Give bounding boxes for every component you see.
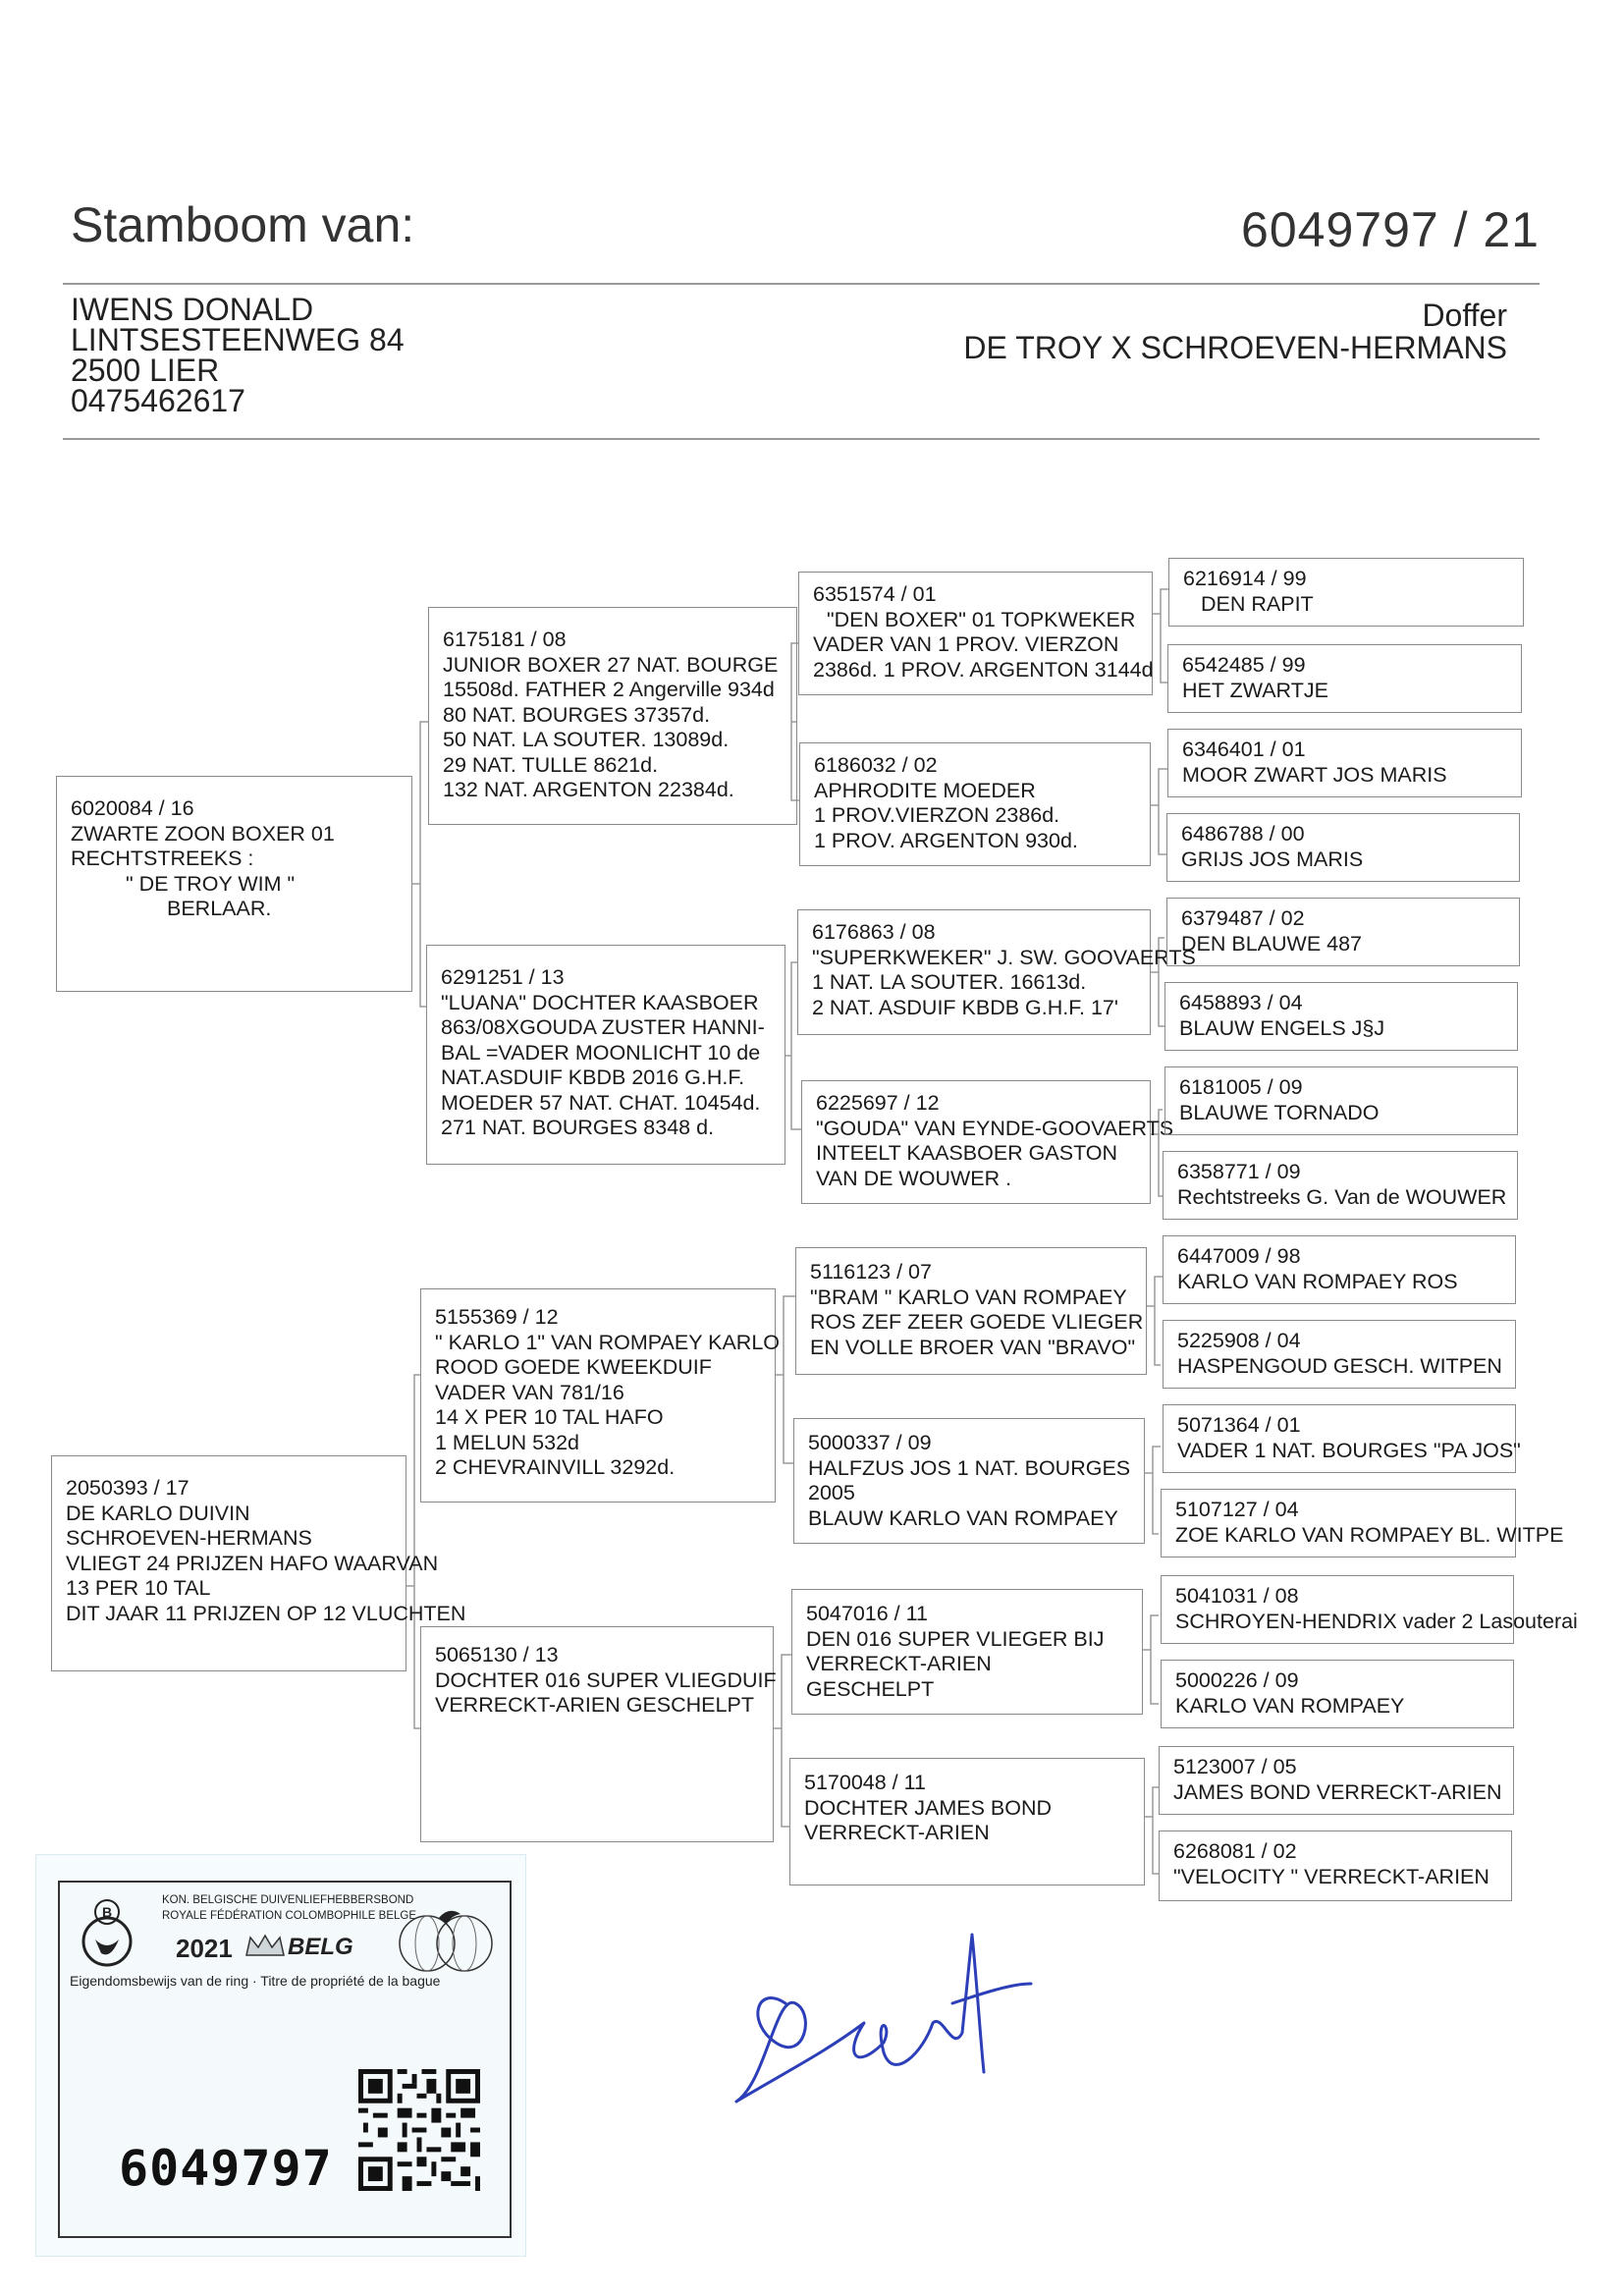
gen2-line: NAT.ASDUIF KBDB 2016 G.H.F.: [441, 1066, 745, 1089]
mother-line: DE KARLO DUIVIN: [66, 1501, 250, 1525]
gen4-box: [1166, 813, 1520, 882]
gen4-box: [1163, 1320, 1516, 1389]
page-title: Stamboom van:: [71, 197, 415, 252]
gen2-line: 271 NAT. BOURGES 8348 d.: [441, 1116, 715, 1139]
gen3-line: VAN DE WOUWER .: [816, 1166, 1012, 1190]
gen3-line: "BRAM " KARLO VAN ROMPAEY: [810, 1284, 1127, 1309]
gen4-line: GRIJS JOS MARIS: [1181, 847, 1364, 871]
gen3-ring: 5000337 / 09: [808, 1431, 932, 1454]
gen4-line: KARLO VAN ROMPAEY: [1175, 1693, 1405, 1718]
father-box: [56, 776, 412, 992]
gen4-ring: 5107127 / 04: [1175, 1498, 1299, 1521]
certificate-subtitle: Eigendomsbewijs van de ring · Titre de propriété de la bague: [70, 1973, 441, 1989]
gen4-ring: 6216914 / 99: [1183, 567, 1307, 590]
father-ring: 6020084 / 16: [71, 796, 194, 820]
gen2-line: 80 NAT. BOURGES 37357d.: [443, 702, 711, 727]
gen2-line: 29 NAT. TULLE 8621d.: [443, 752, 659, 777]
gen4-line: MOOR ZWART JOS MARIS: [1182, 762, 1447, 787]
certificate-org-fr: ROYALE FÉDÉRATION COLOMBOPHILE BELGE: [162, 1910, 417, 1922]
mother-line: SCHROEVEN-HERMANS: [66, 1526, 312, 1550]
certificate-country: BELG: [288, 1934, 353, 1960]
gen3-line: "GOUDA" VAN EYNDE-GOOVAERTS: [816, 1116, 1174, 1140]
gen3-ring: 6225697 / 12: [816, 1091, 940, 1115]
gen3-ring: 5116123 / 07: [810, 1260, 932, 1284]
kbdb-logo-icon: [72, 1890, 154, 1973]
gen4-line: SCHROYEN-HENDRIX vader 2 Lasouterai: [1175, 1609, 1578, 1633]
gen2-line: DOCHTER 016 SUPER VLIEGDUIF: [435, 1667, 777, 1692]
gen4-box: [1167, 729, 1522, 797]
gen2-box-3: [420, 1288, 781, 1503]
gen4-box: [1161, 1660, 1514, 1728]
gen3-line: DOCHTER JAMES BOND: [804, 1795, 1053, 1820]
gen4-box: [1164, 982, 1518, 1051]
gen2-line: 1 MELUN 532d: [435, 1430, 579, 1454]
father-line: RECHTSTREEKS :: [71, 847, 254, 870]
gen3-line: 2 NAT. ASDUIF KBDB G.H.F. 17': [812, 995, 1118, 1019]
gen4-line: VADER 1 NAT. BOURGES "PA JOS": [1177, 1438, 1521, 1462]
mother-box: [51, 1455, 466, 1671]
gen3-ring: 5170048 / 11: [804, 1771, 926, 1794]
mother-ring: 2050393 / 17: [66, 1476, 189, 1500]
gen2-line: VERRECKT-ARIEN GESCHELPT: [435, 1693, 754, 1717]
qr-code-icon: [358, 2069, 480, 2191]
gen4-ring: 6268081 / 02: [1173, 1839, 1297, 1863]
gen4-line: "VELOCITY " VERRECKT-ARIEN: [1173, 1864, 1489, 1888]
ring-number: 6049797 / 21: [1241, 202, 1540, 257]
gen3-box-4: [801, 1080, 1174, 1204]
gen4-line: JAMES BOND VERRECKT-ARIEN: [1173, 1779, 1502, 1804]
gen2-line: "LUANA" DOCHTER KAASBOER: [441, 990, 759, 1014]
mother-line: VLIEGT 24 PRIJZEN HAFO WAARVAN: [66, 1551, 439, 1575]
gen3-line: "SUPERKWEKER" J. SW. GOOVAERTS: [812, 945, 1196, 969]
gen4-ring: 5123007 / 05: [1173, 1755, 1297, 1778]
gen2-line: 50 NAT. LA SOUTER. 13089d.: [443, 728, 730, 751]
gen3-line: GESCHELPT: [806, 1676, 935, 1701]
gen4-ring: 6458893 / 04: [1179, 991, 1303, 1014]
gen3-line: EN VOLLE BROER VAN "BRAVO": [810, 1335, 1136, 1359]
gen4-box: [1167, 644, 1522, 713]
gen4-ring: 6542485 / 99: [1182, 653, 1306, 677]
gen2-line: " KARLO 1" VAN ROMPAEY KARLO: [435, 1330, 781, 1354]
gen2-box-1: [428, 607, 797, 825]
gen2-line: 2 CHEVRAINVILL 3292d.: [435, 1455, 676, 1479]
gen4-ring: 6346401 / 01: [1182, 738, 1306, 761]
gen2-ring: 6291251 / 13: [441, 965, 565, 989]
gen2-line: 14 X PER 10 TAL HAFO: [435, 1405, 664, 1429]
crown-icon: [243, 1932, 288, 1961]
svg-text:B: B: [101, 1904, 113, 1920]
gen4-line: DEN RAPIT: [1201, 591, 1314, 616]
gen3-line: DEN 016 SUPER VLIEGER BIJ: [806, 1626, 1105, 1651]
father-line: " DE TROY WIM ": [126, 871, 296, 896]
certificate-year: 2021: [176, 1934, 233, 1963]
gen3-line: BLAUW KARLO VAN ROMPAEY: [808, 1505, 1118, 1530]
gen3-box-8: [789, 1758, 1145, 1885]
gen4-ring: 6447009 / 98: [1177, 1244, 1301, 1268]
gen4-box: [1163, 1235, 1516, 1304]
owner-name: IWENS DONALD: [71, 292, 314, 327]
gen3-line: VADER VAN 1 PROV. VIERZON: [813, 632, 1119, 656]
ring-certificate: [35, 1854, 526, 2257]
father-line: BERLAAR.: [167, 897, 272, 920]
gen3-box-1: [798, 572, 1153, 695]
gen3-line: ROS ZEF ZEER GOEDE VLIEGER: [810, 1310, 1144, 1334]
signature-icon: [727, 1905, 1051, 2121]
gen4-box: [1168, 558, 1524, 627]
gen3-ring: 6176863 / 08: [812, 920, 936, 944]
gen4-line: ZOE KARLO VAN ROMPAEY BL. WITPE: [1175, 1522, 1564, 1547]
gen3-line: VERRECKT-ARIEN: [804, 1821, 990, 1844]
certificate-number: 6049797: [119, 2140, 333, 2197]
gen4-box: [1166, 898, 1520, 966]
pigeon-strain: DE TROY X SCHROEVEN-HERMANS: [963, 330, 1507, 365]
gen4-box: [1159, 1746, 1514, 1815]
fci-globe-icon: [390, 1900, 500, 1979]
gen3-line: 1 PROV. ARGENTON 930d.: [814, 828, 1078, 852]
certificate-org-nl: KON. BELGISCHE DUIVENLIEFHEBBERSBOND: [162, 1894, 414, 1906]
gen4-ring: 6486788 / 00: [1181, 822, 1305, 846]
gen2-line: JUNIOR BOXER 27 NAT. BOURGE: [443, 652, 779, 677]
gen4-line: Rechtstreeks G. Van de WOUWER: [1177, 1184, 1507, 1209]
mother-line: DIT JAAR 11 PRIJZEN OP 12 VLUCHTEN: [66, 1601, 466, 1625]
gen4-box: [1163, 1151, 1518, 1220]
certificate-frame: [58, 1881, 512, 2238]
gen3-line: HALFZUS JOS 1 NAT. BOURGES: [808, 1455, 1131, 1480]
gen3-line: 1 NAT. LA SOUTER. 16613d.: [812, 970, 1087, 994]
gen3-box-6: [793, 1418, 1145, 1544]
gen3-line: "DEN BOXER" 01 TOPKWEKER: [827, 607, 1136, 631]
gen3-line: 2005: [808, 1481, 855, 1504]
owner-street: LINTSESTEENWEG 84: [71, 322, 405, 357]
gen4-ring: 5041031 / 08: [1175, 1584, 1299, 1608]
gen2-ring: 5065130 / 13: [435, 1643, 559, 1667]
gen3-ring: 5047016 / 11: [806, 1602, 928, 1625]
gen3-box-5: [795, 1247, 1147, 1375]
gen3-box-2: [799, 742, 1151, 866]
gen4-ring: 5071364 / 01: [1177, 1413, 1301, 1437]
gen4-ring: 5225908 / 04: [1177, 1329, 1301, 1352]
gen3-ring: 6351574 / 01: [813, 582, 937, 606]
gen3-line: APHRODITE MOEDER: [814, 778, 1036, 802]
gen4-ring: 5000226 / 09: [1175, 1668, 1299, 1692]
mother-line: 13 PER 10 TAL: [66, 1576, 211, 1600]
pigeon-sex: Doffer: [1422, 298, 1507, 333]
gen3-line: INTEELT KAASBOER GASTON: [816, 1141, 1118, 1165]
gen2-line: ROOD GOEDE KWEEKDUIF: [435, 1355, 712, 1379]
gen2-line: 132 NAT. ARGENTON 22384d.: [443, 778, 734, 801]
gen2-line: 15508d. FATHER 2 Angerville 934d: [443, 678, 775, 701]
gen4-line: BLAUW ENGELS J§J: [1179, 1015, 1385, 1040]
gen3-line: VERRECKT-ARIEN: [806, 1652, 992, 1675]
gen4-box: [1161, 1489, 1564, 1557]
gen2-ring: 5155369 / 12: [435, 1305, 559, 1329]
gen4-line: KARLO VAN ROMPAEY ROS: [1177, 1269, 1458, 1293]
gen2-line: 863/08XGOUDA ZUSTER HANNI-: [441, 1015, 765, 1039]
gen4-line: DEN BLAUWE 487: [1181, 931, 1363, 956]
gen4-ring: 6358771 / 09: [1177, 1160, 1301, 1183]
gen3-ring: 6186032 / 02: [814, 753, 938, 777]
gen2-box-2: [426, 945, 785, 1165]
gen4-line: HET ZWARTJE: [1182, 678, 1328, 702]
gen4-line: BLAUWE TORNADO: [1179, 1100, 1380, 1124]
gen3-line: 2386d. 1 PROV. ARGENTON 3144d: [813, 657, 1154, 682]
gen2-ring: 6175181 / 08: [443, 628, 567, 651]
gen2-box-4: [420, 1626, 777, 1842]
gen4-ring: 6379487 / 02: [1181, 906, 1305, 930]
father-line: ZWARTE ZOON BOXER 01: [71, 821, 335, 846]
gen4-box: [1164, 1066, 1518, 1135]
gen3-box-7: [791, 1589, 1143, 1715]
owner-city: 2500 LIER: [71, 353, 220, 388]
gen3-line: 1 PROV.VIERZON 2386d.: [814, 803, 1060, 827]
gen2-line: MOEDER 57 NAT. CHAT. 10454d.: [441, 1090, 761, 1115]
gen4-box: [1163, 1404, 1521, 1473]
gen2-line: BAL =VADER MOONLICHT 10 de: [441, 1040, 761, 1065]
gen4-line: HASPENGOUD GESCH. WITPEN: [1177, 1353, 1502, 1378]
gen4-ring: 6181005 / 09: [1179, 1075, 1303, 1099]
gen4-box: [1161, 1575, 1578, 1644]
gen4-box: [1159, 1831, 1512, 1901]
gen3-box-3: [797, 909, 1196, 1035]
owner-phone: 0475462617: [71, 383, 245, 418]
gen2-line: VADER VAN 781/16: [435, 1380, 624, 1404]
